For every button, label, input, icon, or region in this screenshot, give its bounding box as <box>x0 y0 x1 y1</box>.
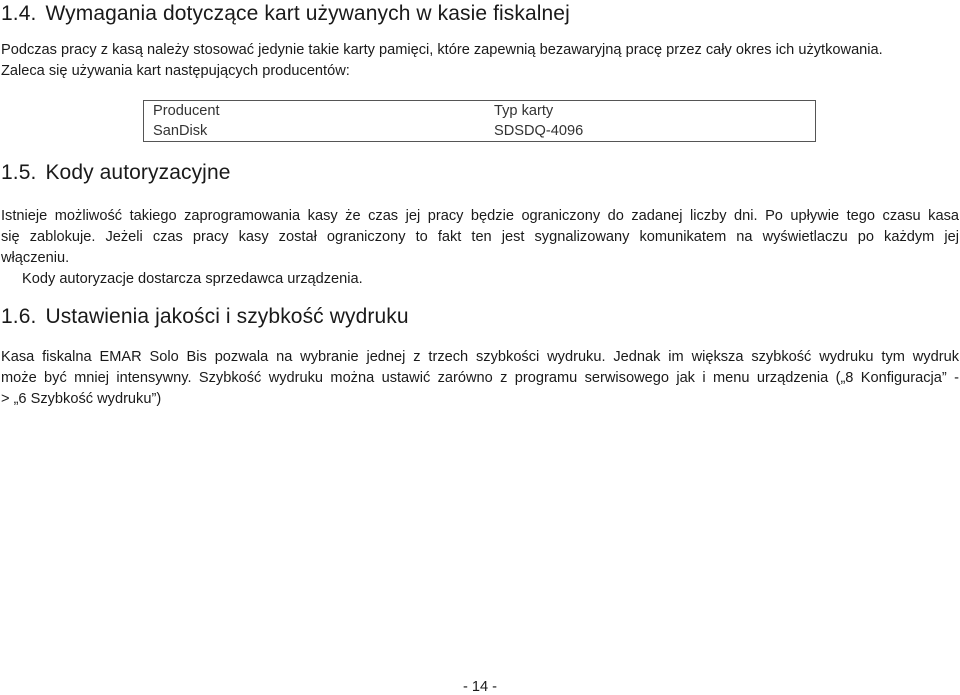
paragraph-line: może być mniej intensywny. Szybkość wydruku można ustawić zarówno z programu serwisowego jak i menu urządzenia („8 Konfiguracja” - <box>1 370 959 386</box>
paragraph-authorization-codes <box>1 206 959 290</box>
paragraph-line: się zablokuje. Jeżeli czas pracy kasy został ograniczony to fakt ten jest sygnalizowany komunikatem na wyświetlaczu po każdym jej <box>1 229 959 245</box>
section-heading-1-5 <box>1 161 231 185</box>
table-header-cell: Producent <box>153 103 220 119</box>
paragraph-line: Podczas pracy z kasą należy stosować jedynie takie karty pamięci, które zapewnią bezawaryjną pracę przez cały okres ich użytkowania. <box>1 42 883 58</box>
card-manufacturer-table <box>143 100 816 142</box>
section-heading-1-6 <box>1 305 409 329</box>
section-title: Wymagania dotyczące kart używanych w kasie fiskalnej <box>45 2 570 25</box>
paragraph-line: Zaleca się używania kart następujących producentów: <box>1 63 350 79</box>
section-heading-1-4 <box>1 2 570 26</box>
table-cell: SDSDQ-4096 <box>494 123 584 139</box>
paragraph-line: Kasa fiskalna EMAR Solo Bis pozwala na wybranie jednej z trzech szybkości wydruku. Jednak im większa szybkość wydruku tym wydruk <box>1 349 959 365</box>
paragraph-note: Kody autoryzacje dostarcza sprzedawca urządzenia. <box>22 271 363 287</box>
table-header-cell: Typ karty <box>494 103 554 119</box>
paragraph-line: > „6 Szybkość wydruku”) <box>1 391 162 407</box>
section-number: 1.4. <box>1 2 37 25</box>
paragraph-print-quality <box>1 347 959 410</box>
table-row <box>144 121 816 142</box>
page-number: - 14 - <box>462 679 498 695</box>
paragraph-line: Istnieje możliwość takiego zaprogramowania kasy że czas jej pracy będzie ograniczony do zadanej liczby dni. Po upływie tego czasu kasa <box>1 208 959 224</box>
paragraph-card-requirements <box>1 40 959 82</box>
section-title: Ustawienia jakości i szybkość wydruku <box>45 305 409 328</box>
table-cell: SanDisk <box>153 123 208 139</box>
section-number: 1.6. <box>1 305 37 328</box>
paragraph-line: włączeniu. <box>1 250 70 266</box>
section-title: Kody autoryzacyjne <box>45 161 231 184</box>
table-header-row <box>144 101 816 122</box>
section-number: 1.5. <box>1 161 37 184</box>
